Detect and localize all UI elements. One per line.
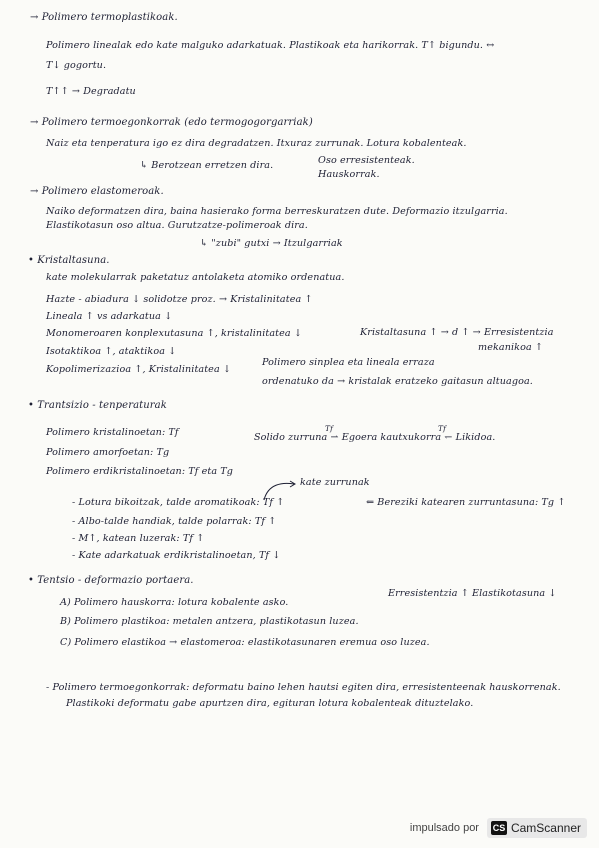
note-line: Polimero erdikristalinoetan: Tf eta Tg [46,466,234,477]
note-line: Polimero linealak edo kate malguko adarkatuak. Plastikoak eta harikorrak. T↑ bigundu. ↔ [46,40,495,51]
note-line: - Albo-talde handiak, talde polarrak: Tf ↑ [72,516,277,527]
note-line: ↳ "zubi" gutxi → Itzulgarriak [200,238,343,249]
camscanner-logo-icon: CS [492,823,506,833]
note-line: - Polimero termoegonkorrak: deformatu baino lehen hautsi egiten dira, erresistenteenak hauskorrenak. [46,682,561,693]
section-heading: → Polimero termoplastikoak. [30,12,178,23]
camscanner-badge [487,818,587,838]
tf-label-right-arrow: Tf [438,424,446,433]
note-line: Plastikoki deformatu gabe apurtzen dira, egituran lotura kobalenteak dituztelako. [66,698,474,709]
section-heading: • Trantsizio - tenperaturak [28,400,167,411]
note-line: - M↑, katean luzerak: Tf ↑ [72,533,205,544]
note-line: Monomeroaren konplexutasuna ↑, kristalinitatea ↓ [46,328,302,339]
note-line: A) Polimero hauskorra: lotura kobalente asko. [60,597,289,608]
note-line: kate molekularrak paketatuz antolaketa atomiko ordenatua. [46,272,345,283]
note-line: Lineala ↑ vs adarkatua ↓ [46,311,173,322]
note-line: Polimero kristalinoetan: Tf [46,427,179,438]
note-line: Erresistentzia ↑ Elastikotasuna ↓ [388,588,557,599]
section-heading: → Polimero elastomeroak. [30,186,164,197]
note-line: Solido zurruna ⇀ Egoera kautxukorra ↽ Likidoa. [254,432,496,443]
note-line: Kopolimerizazioa ↑, Kristalinitatea ↓ [46,364,232,375]
section-heading: • Tentsio - deformazio portaera. [28,575,194,586]
note-line: mekanikoa ↑ [478,342,544,353]
note-line: B) Polimero plastikoa: metalen antzera, plastikotasun luzea. [60,616,359,627]
note-line: T↓ gogortu. [46,60,107,71]
camscanner-brand: CamScanner [510,821,581,835]
curved-arrow-icon [258,478,298,508]
note-line: Hazte - abiadura ↓ solidotze proz. → Kristalinitatea ↑ [46,294,313,305]
footer-text: impulsado por [409,822,479,834]
note-line: Isotaktikoa ↑, ataktikoa ↓ [46,346,177,357]
note-line: Kristaltasuna ↑ → d ↑ → Erresistentzia [360,327,554,338]
section-heading: • Kristaltasuna. [28,255,110,266]
note-line: T↑↑ → Degradatu [46,86,136,97]
footer-watermark [410,818,587,838]
note-line: Oso erresistenteak. [318,155,415,166]
tf-label-left-arrow: Tf [325,424,333,433]
note-line: ⇐ Bereziki katearen zurruntasuna: Tg ↑ [366,497,566,508]
note-line: - Kate adarkatuak erdikristalinoetan, Tf ↓ [72,550,281,561]
note-line: Polimero amorfoetan: Tg [46,447,170,458]
note-line: ↳ Berotzean erretzen dira. [140,160,274,171]
note-line: Hauskorrak. [318,169,380,180]
note-line: ordenatuko da → kristalak eratzeko gaitasun altuagoa. [262,376,533,387]
note-line: Naiz eta tenperatura igo ez dira degradatzen. Itxuraz zurrunak. Lotura kobalenteak. [46,138,467,149]
note-line: Elastikotasun oso altua. Gurutzatze-polimeroak dira. [46,220,308,231]
note-line: C) Polimero elastikoa → elastomeroa: elastikotasunaren eremua oso luzea. [60,637,430,648]
note-line: kate zurrunak [300,477,370,488]
section-heading: → Polimero termoegonkorrak (edo termogogorgarriak) [30,117,313,128]
note-line: Polimero sinplea eta lineala erraza [262,357,435,368]
note-line: Naiko deformatzen dira, baina hasierako forma berreskuratzen dute. Deformazio itzulgarria. [46,206,508,217]
note-line: - Lotura bikoitzak, talde aromatikoak: Tf ↑ [72,497,285,508]
